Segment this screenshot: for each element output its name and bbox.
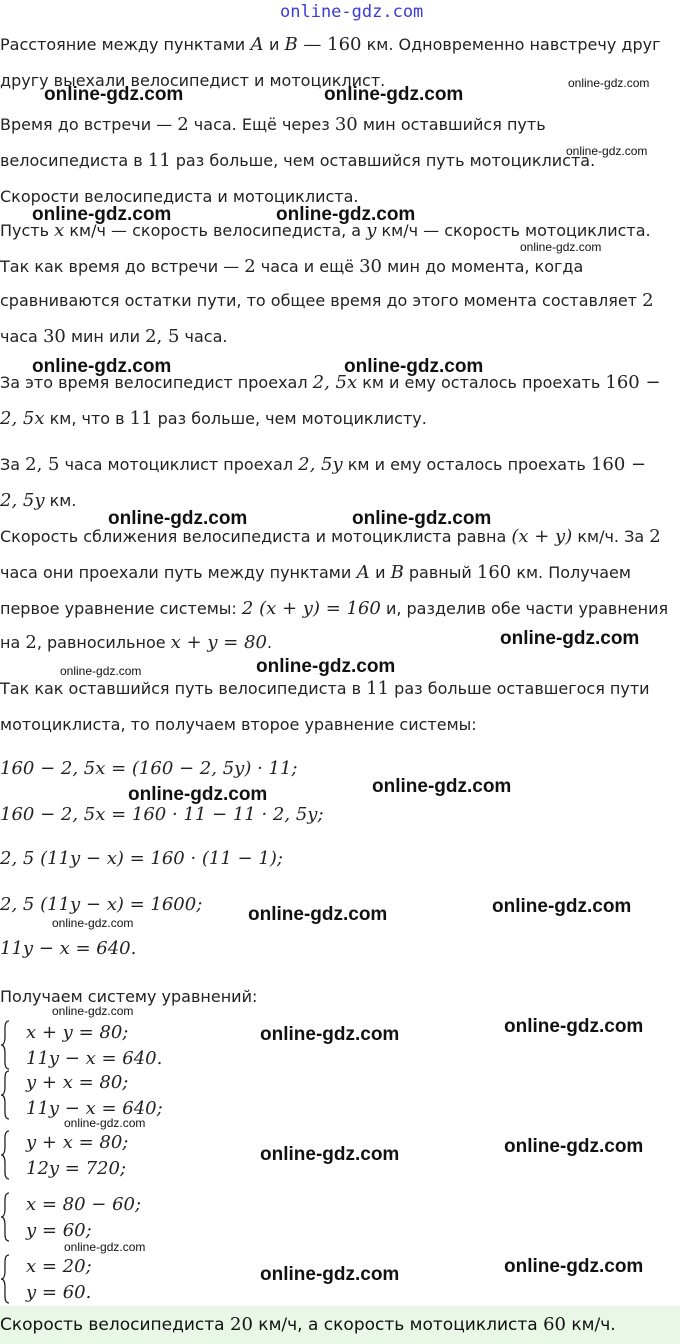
text-line: Скорость сближения велосипедиста и мотоциклиста равна (x + y) км/ч. За 2 [0,526,661,547]
watermark: online-gdz.com [52,1004,134,1018]
equation: 2, 5 (11y − x) = 1600; [0,894,203,915]
watermark: online-gdz.com [64,1116,146,1130]
brace-icon [0,1070,10,1120]
watermark: online-gdz.com [372,776,512,797]
watermark: online-gdz.com [32,356,172,377]
text-line: велосипедиста в 11 раз больше, чем оставшийся путь мотоциклиста. [0,150,596,171]
system-equation: x + y = 80; [26,1022,129,1043]
watermark: online-gdz.com [108,508,248,529]
watermark: online-gdz.com [492,896,632,917]
watermark: online-gdz.com [276,204,416,225]
watermark: online-gdz.com [260,1144,400,1165]
text-line: Расстояние между пунктами А и B — 160 км. Одновременно навстречу друг [0,34,661,55]
equation: 160 − 2, 5x = (160 − 2, 5y) · 11; [0,758,298,779]
watermark: online-gdz.com [566,144,648,158]
watermark: online-gdz.com [520,240,602,254]
text-line: часа 30 мин или 2, 5 часа. [0,326,228,347]
watermark: online-gdz.com [260,1264,400,1285]
brace-icon [0,1192,10,1242]
text-line: За это время велосипедист проехал 2, 5x км и ему осталось проехать 160 − [0,372,661,393]
watermark: online-gdz.com [324,84,464,105]
watermark: online-gdz.com [128,784,268,805]
watermark: online-gdz.com [44,84,184,105]
text-line: другу выехали велосипедист и мотоциклист. [0,71,386,90]
text-line: 2, 5x км, что в 11 раз больше, чем мотоциклисту. [0,408,427,429]
watermark: online-gdz.com [248,904,388,925]
text-line: первое уравнение системы: 2 (x + y) = 160 и, разделив обе части уравнения [0,598,669,619]
watermark: online-gdz.com [60,664,142,678]
system-equation: x = 20; [26,1256,92,1277]
brace-icon [0,1254,10,1304]
text-line: Время до встречи — 2 часа. Ещё через 30 мин оставшийся путь [0,114,546,135]
watermark: online-gdz.com [504,1136,644,1157]
equation: 160 − 2, 5x = 160 · 11 − 11 · 2, 5y; [0,804,324,825]
watermark: online-gdz.com [352,508,492,529]
text-line: Получаем систему уравнений: [0,987,258,1006]
watermark: online-gdz.com [260,1024,400,1045]
text-line: Пусть x км/ч — скорость велосипедиста, а y км/ч — скорость мотоциклиста. [0,220,651,241]
equation-system [0,1020,200,1070]
watermark-top: online-gdz.com [280,2,424,22]
watermark: online-gdz.com [52,916,134,930]
text-line: Скорости велосипедиста и мотоциклиста. [0,187,359,206]
text-line: мотоциклиста, то получаем второе уравнение системы: [0,715,477,734]
system-equation: y + x = 80; [26,1132,129,1153]
text-line: часа они проехали путь между пунктами А и B равный 160 км. Получаем [0,562,631,583]
equation-system [0,1254,200,1304]
equation: 11y − x = 640. [0,938,137,959]
equation-system [0,1192,200,1242]
watermark: online-gdz.com [32,204,172,225]
system-equation: y = 60. [26,1282,92,1303]
system-equation: y = 60; [26,1220,92,1241]
watermark: online-gdz.com [64,1240,146,1254]
answer-text: Скорость велосипедиста 20 км/ч, а скорость мотоциклиста 60 км/ч. [0,1314,616,1335]
brace-icon [0,1130,10,1180]
equation-system [0,1070,200,1120]
watermark: online-gdz.com [344,356,484,377]
text-line: сравниваются остатки пути, то общее время до этого момента составляет 2 [0,290,654,311]
text-line: 2, 5y км. [0,490,77,511]
watermark: online-gdz.com [256,656,396,677]
brace-icon [0,1020,10,1070]
system-equation: 11y − x = 640; [26,1098,163,1119]
watermark: online-gdz.com [500,628,640,649]
system-equation: y + x = 80; [26,1072,129,1093]
equation-system [0,1130,200,1180]
text-line: Так как оставшийся путь велосипедиста в 11 раз больше оставшегося пути [0,678,650,699]
system-equation: x = 80 − 60; [26,1194,142,1215]
text-line: Так как время до встречи — 2 часа и ещё 30 мин до момента, когда [0,256,584,277]
watermark: online-gdz.com [568,76,650,90]
text-line: на 2, равносильное x + y = 80. [0,632,273,653]
watermark: online-gdz.com [504,1016,644,1037]
watermark: online-gdz.com [504,1256,644,1277]
equation: 2, 5 (11y − x) = 160 · (11 − 1); [0,848,283,869]
system-equation: 11y − x = 640. [26,1048,163,1069]
answer-box [0,1306,680,1344]
system-equation: 12y = 720; [26,1158,127,1179]
text-line: За 2, 5 часа мотоциклист проехал 2, 5y км и ему осталось проехать 160 − [0,454,647,475]
